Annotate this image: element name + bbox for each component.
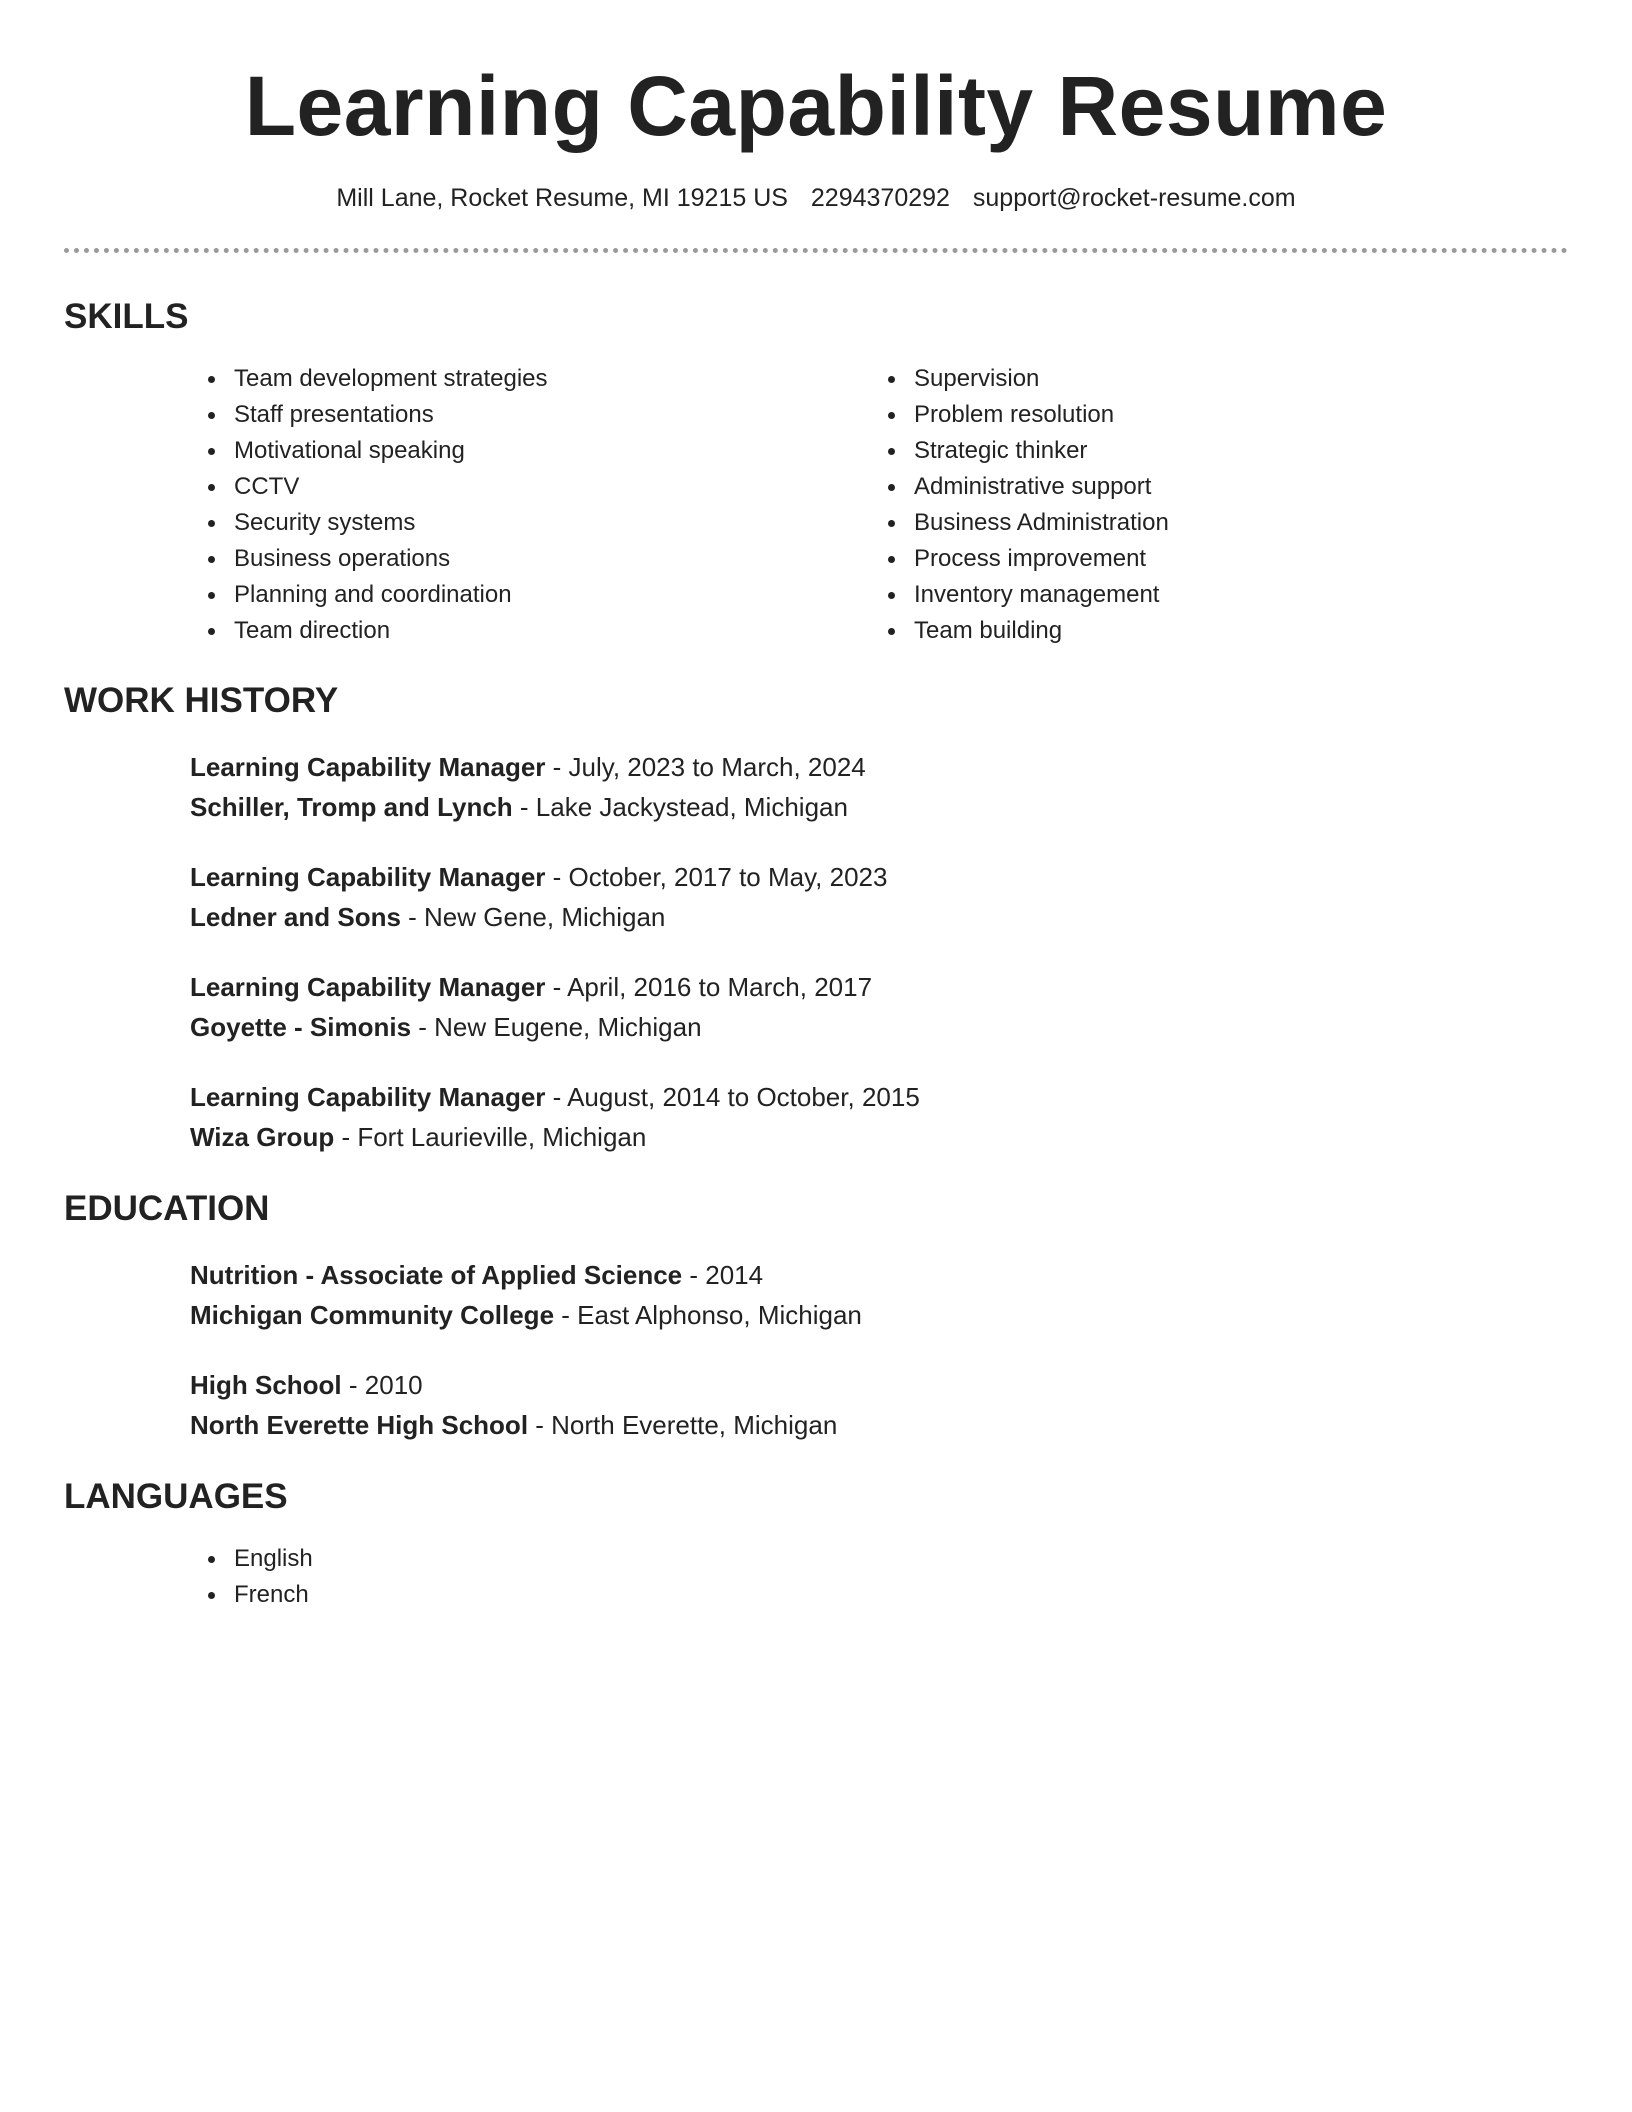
degree-year: - 2014 <box>682 1260 764 1290</box>
work-entry-title-line <box>190 967 1568 1007</box>
skill-item: Supervision <box>914 361 1424 397</box>
language-item: English <box>234 1541 1568 1577</box>
skill-item: Team building <box>914 613 1424 649</box>
skill-item: Business Administration <box>914 505 1424 541</box>
job-title: Learning Capability Manager <box>190 1082 546 1112</box>
work-entry-company-line <box>190 1117 1568 1157</box>
company-location: - New Eugene, Michigan <box>411 1012 702 1042</box>
job-title: Learning Capability Manager <box>190 972 546 1002</box>
job-dates: - July, 2023 to March, 2024 <box>545 752 866 782</box>
skill-item: Business operations <box>234 541 744 577</box>
work-history-list <box>64 747 1568 1157</box>
skill-item: Problem resolution <box>914 397 1424 433</box>
company-location: - Lake Jackystead, Michigan <box>512 792 848 822</box>
school-name: North Everette High School <box>190 1410 529 1440</box>
skill-item: Planning and coordination <box>234 577 744 613</box>
work-history-heading: WORK HISTORY <box>64 681 339 720</box>
skill-item: Administrative support <box>914 469 1424 505</box>
languages-heading: LANGUAGES <box>64 1477 288 1516</box>
company-name: Wiza Group <box>190 1122 335 1152</box>
work-entry <box>190 857 1568 937</box>
education-entry <box>190 1255 1568 1335</box>
company-location: - New Gene, Michigan <box>400 902 666 932</box>
job-dates: - August, 2014 to October, 2015 <box>545 1082 920 1112</box>
job-dates: - April, 2016 to March, 2017 <box>545 972 873 1002</box>
contact-line <box>64 182 1568 214</box>
company-name: Ledner and Sons <box>190 902 401 932</box>
company-name: Schiller, Tromp and Lynch <box>190 792 513 822</box>
skills-grid <box>64 361 1568 649</box>
work-entry <box>190 1077 1568 1157</box>
work-entry <box>190 967 1568 1047</box>
company-location: - Fort Laurieville, Michigan <box>334 1122 647 1152</box>
resume-title: Learning Capability Resume <box>244 59 1388 153</box>
degree-name: Nutrition - Associate of Applied Science <box>190 1260 683 1290</box>
education-list <box>64 1255 1568 1445</box>
contact-email: support@rocket-resume.com <box>972 184 1296 212</box>
work-entry-title-line <box>190 1077 1568 1117</box>
school-name: Michigan Community College <box>190 1300 555 1330</box>
company-name: Goyette - Simonis <box>190 1012 412 1042</box>
school-location: - East Alphonso, Michigan <box>554 1300 862 1330</box>
school-location: - North Everette, Michigan <box>528 1410 838 1440</box>
skills-heading: SKILLS <box>64 297 189 336</box>
skills-list-left <box>64 361 744 649</box>
skill-item: Process improvement <box>914 541 1424 577</box>
work-entry-company-line <box>190 1007 1568 1047</box>
work-entry-title-line <box>190 747 1568 787</box>
education-degree-line <box>190 1365 1568 1405</box>
skill-item: Security systems <box>234 505 744 541</box>
degree-year: - 2010 <box>341 1370 423 1400</box>
work-entry-company-line <box>190 897 1568 937</box>
languages-list <box>64 1541 1568 1613</box>
education-entry <box>190 1365 1568 1445</box>
education-school-line <box>190 1295 1568 1335</box>
education-degree-line <box>190 1255 1568 1295</box>
work-entry <box>190 747 1568 827</box>
education-school-line <box>190 1405 1568 1445</box>
degree-name: High School <box>190 1370 342 1400</box>
skill-item: Team development strategies <box>234 361 744 397</box>
skill-item: Inventory management <box>914 577 1424 613</box>
skill-item: Staff presentations <box>234 397 744 433</box>
language-item: French <box>234 1577 1568 1613</box>
skill-item: Team direction <box>234 613 744 649</box>
skills-list-right <box>744 361 1424 649</box>
header-divider <box>64 248 1568 253</box>
work-entry-title-line <box>190 857 1568 897</box>
work-entry-company-line <box>190 787 1568 827</box>
contact-address: Mill Lane, Rocket Resume, MI 19215 US <box>336 184 788 212</box>
skill-item: Motivational speaking <box>234 433 744 469</box>
contact-phone: 2294370292 <box>810 184 950 212</box>
skill-item: Strategic thinker <box>914 433 1424 469</box>
job-title: Learning Capability Manager <box>190 752 546 782</box>
education-heading: EDUCATION <box>64 1189 270 1228</box>
job-dates: - October, 2017 to May, 2023 <box>545 862 888 892</box>
skill-item: CCTV <box>234 469 744 505</box>
job-title: Learning Capability Manager <box>190 862 546 892</box>
